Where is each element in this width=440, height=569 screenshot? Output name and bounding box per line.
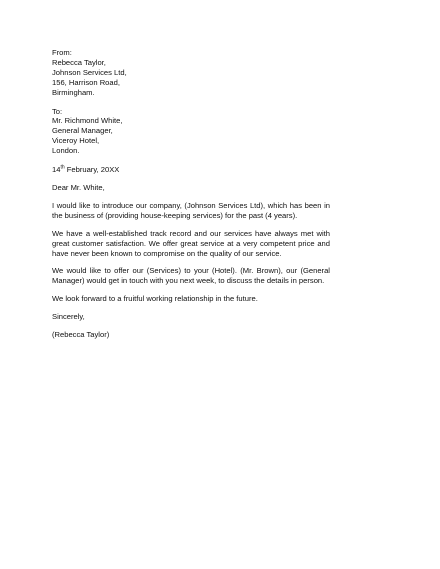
sender-company: Johnson Services Ltd, (52, 67, 127, 77)
sender-street: 156, Harrison Road, (52, 77, 120, 87)
closing: Sincerely, (52, 312, 85, 322)
sender-name: Rebecca Taylor, (52, 57, 106, 67)
recipient-address (52, 107, 330, 157)
signature: (Rebecca Taylor) (52, 330, 110, 340)
recipient-company: Viceroy Hotel, (52, 136, 100, 146)
letter-page (52, 48, 330, 340)
paragraph-closing-remark: We look forward to a fruitful working relationship in the future. (52, 294, 258, 304)
date-day: 14 (52, 165, 61, 175)
letter-date (52, 165, 330, 175)
sender-city: Birmingham. (52, 87, 95, 97)
date-suffix: th (60, 164, 65, 171)
paragraph-introduction: I would like to introduce our company, (Johnson Services Ltd), which has been in the business of (providing house-keeping services) for the past (4 years). (52, 200, 330, 220)
paragraph-offer: We would like to offer our (Services) to your (Hotel). (Mr. Brown), our (General Manager) would get in touch with you next week, to discuss the details in person. (52, 266, 330, 286)
date-rest: February, 20XX (64, 165, 120, 175)
recipient-title: General Manager, (52, 126, 113, 136)
sender-label: From: (52, 48, 72, 57)
sender-address (52, 48, 330, 98)
recipient-name: Mr. Richmond White, (52, 116, 123, 126)
recipient-label: To: (52, 106, 63, 116)
salutation: Dear Mr. White, (52, 182, 105, 192)
paragraph-track-record: We have a well-established track record and our services have always met with great customer satisfaction. We offer great service at a very competent price and have never been known to compromise on the quality of our service. (52, 228, 330, 258)
recipient-city: London. (52, 146, 80, 156)
